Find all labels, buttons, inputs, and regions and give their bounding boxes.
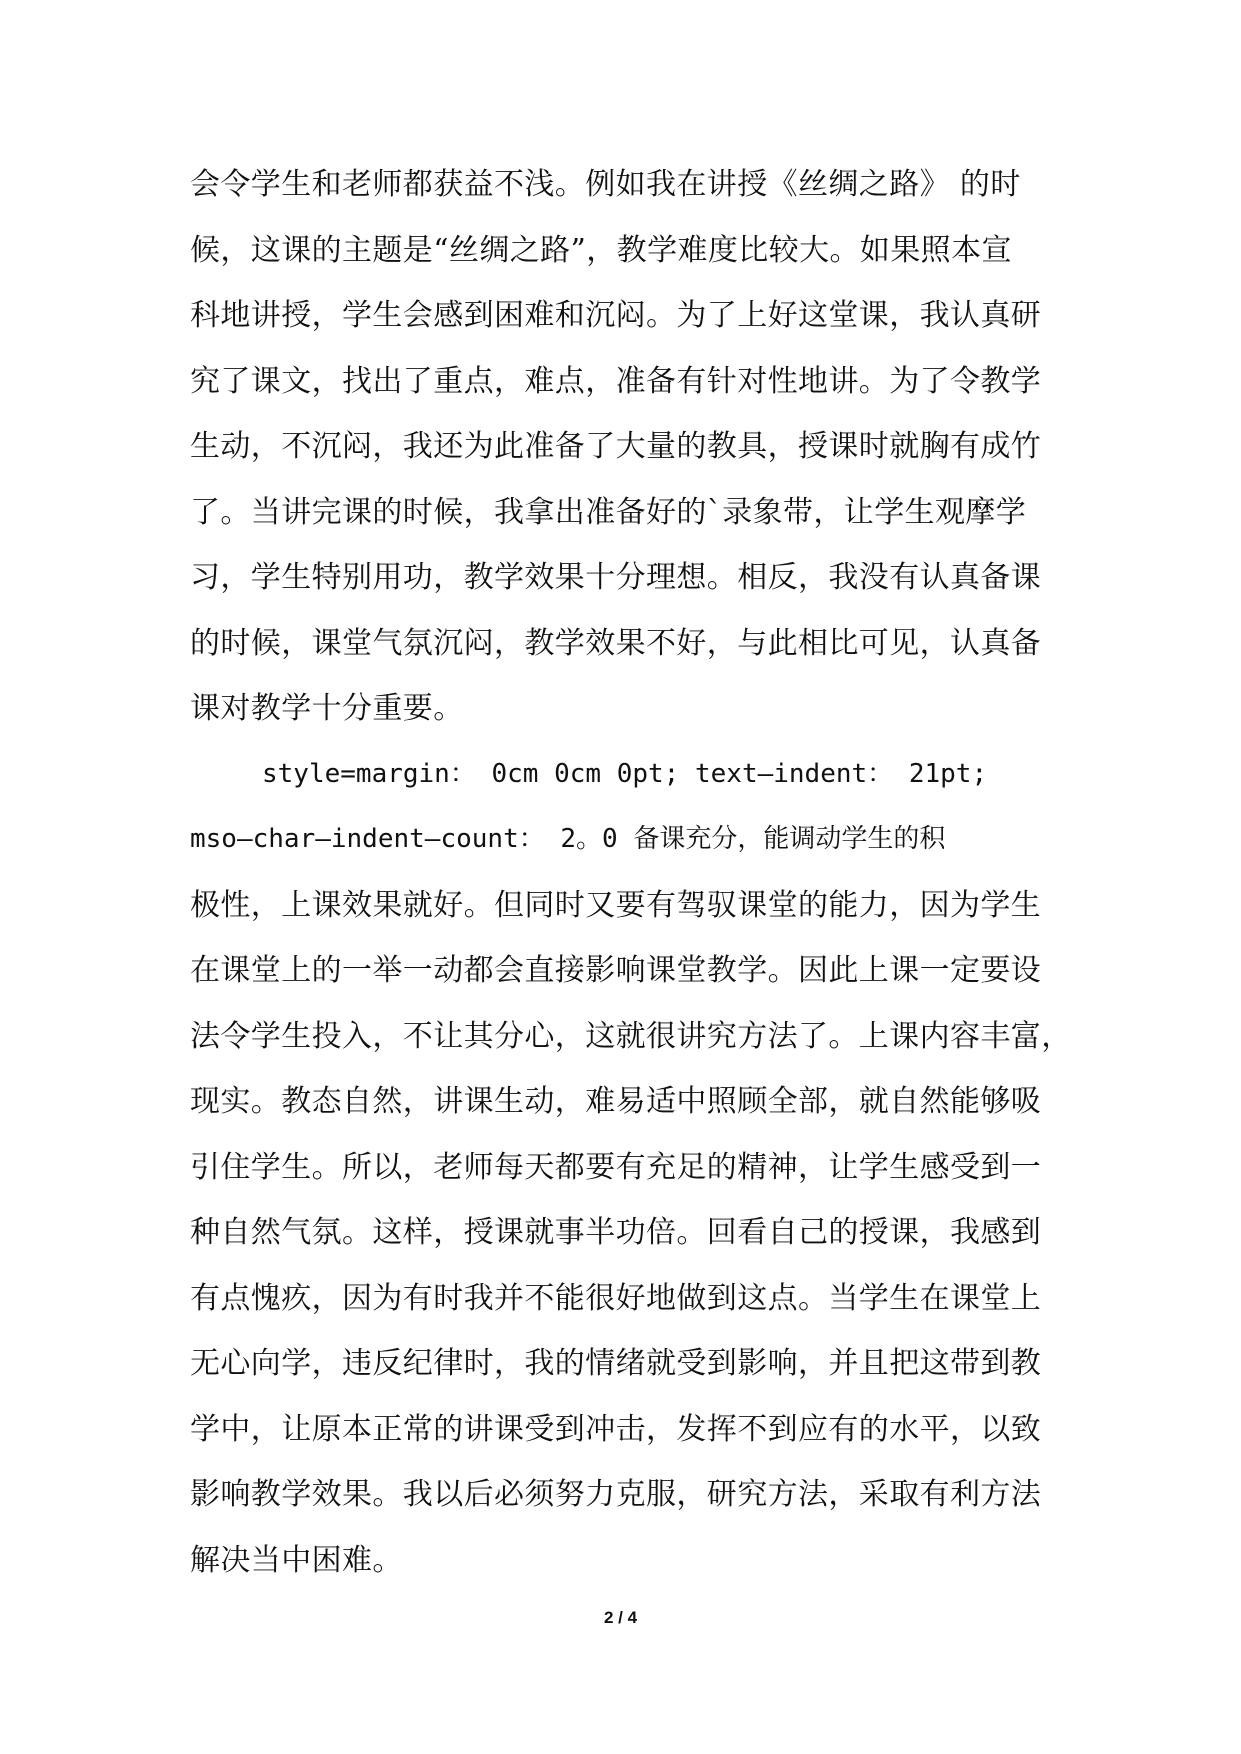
text-line-style-artifact: mso—char—indent—count： 2。0 备课充分，能调动学生的积 (190, 824, 946, 854)
text-line: 极性，上课效果就好。但同时又要有驾驭课堂的能力，因为学生 (190, 887, 1042, 923)
text-line: 在课堂上的一举一动都会直接影响课堂教学。因此上课一定要设 (190, 953, 1042, 988)
text-line: 的时候，课堂气氛沉闷，教学效果不好，与此相比可见，认真备 (190, 625, 1042, 661)
text-line: 会令学生和老师都获益不浅。例如我在讲授《丝绸之路》 的时 (190, 167, 1021, 202)
text-line: 无心向学，违反纪律时，我的情绪就受到影响，并且把这带到教 (190, 1346, 1042, 1381)
text-line: 了。当讲完课的时候，我拿出准备好的`录象带，让学生观摩学 (190, 494, 1027, 530)
text-line: 课对教学十分重要。 (190, 691, 464, 726)
text-line: 现实。教态自然，讲课生动，难易适中照顾全部，就自然能够吸 (190, 1084, 1042, 1119)
text-line: 引住学生。所以，老师每天都要有充足的精神，让学生感受到一 (190, 1149, 1042, 1185)
text-line: 学中，让原本正常的讲课受到冲击，发挥不到应有的水平，以致 (190, 1411, 1042, 1447)
text-line: 解决当中困难。 (190, 1542, 403, 1578)
text-line: 有点愧疚，因为有时我并不能很好地做到这点。当学生在课堂上 (190, 1280, 1042, 1316)
text-line: 生动，不沉闷，我还为此准备了大量的教具，授课时就胸有成竹 (190, 429, 1042, 464)
text-line: 影响教学效果。我以后必须努力克服，研究方法，采取有利方法 (190, 1477, 1042, 1512)
text-line: 法令学生投入，不让其分心，这就很讲究方法了。上课内容丰富， (190, 1018, 1072, 1054)
text-line: 究了课文，找出了重点，难点，准备有针对性地讲。为了令教学 (190, 363, 1042, 399)
text-line: 种自然气氛。这样，授课就事半功倍。回看自己的授课，我感到 (190, 1215, 1042, 1250)
text-line: 习，学生特别用功，教学效果十分理想。相反，我没有认真备课 (190, 560, 1042, 595)
text-line: 候，这课的主题是“丝绸之路”，教学难度比较大。如果照本宣 (190, 232, 1012, 268)
body-text (190, 152, 1090, 1593)
text-line: 科地讲授，学生会感到困难和沉闷。为了上好这堂课，我认真研 (190, 298, 1042, 333)
text-line-style-artifact: style=margin： 0cm 0cm 0pt; text—indent： 21pt; (262, 758, 988, 789)
page-number: 2 / 4 (603, 1608, 638, 1627)
